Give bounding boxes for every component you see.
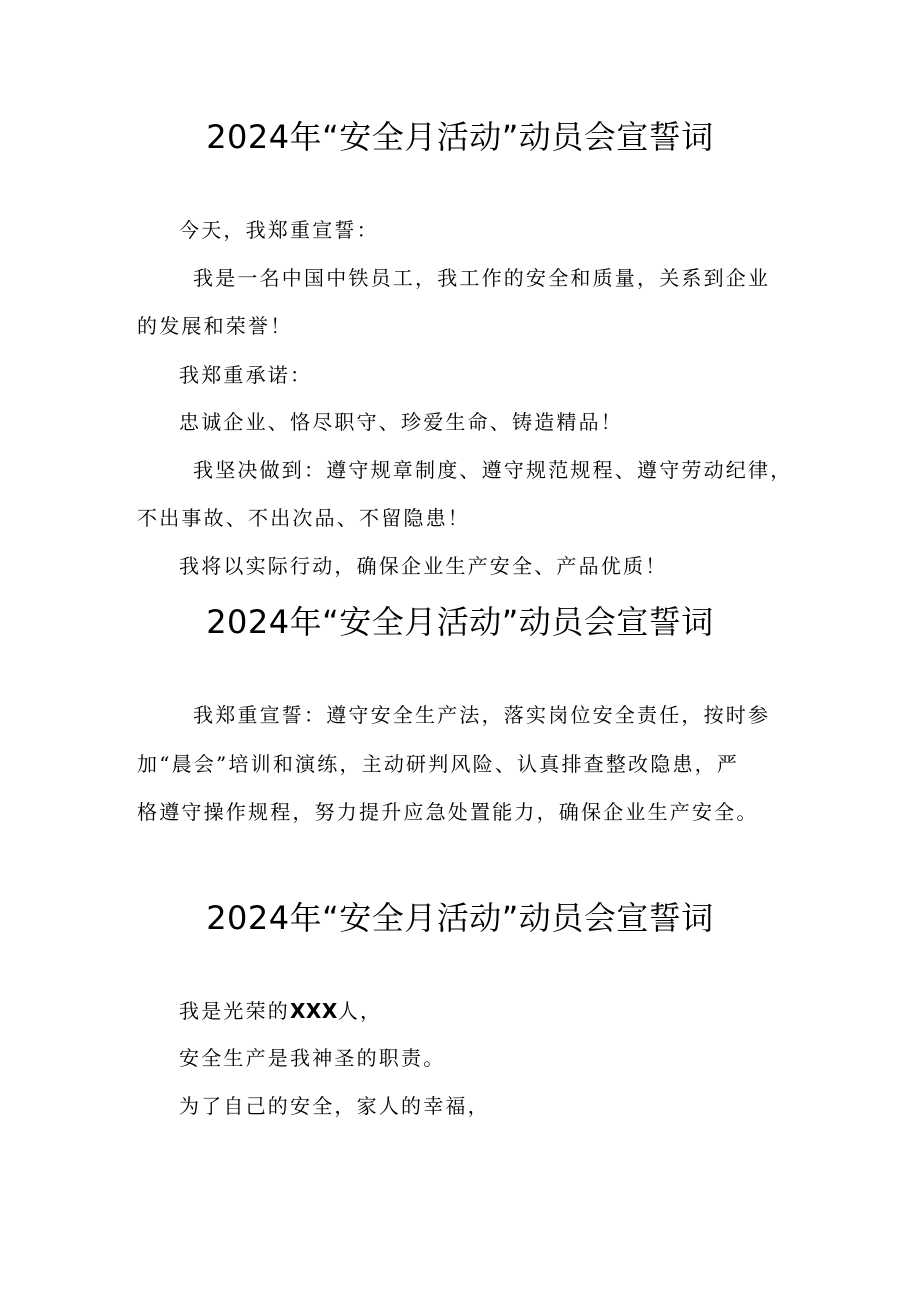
section-1-line-7: 不出事故、不出次品、不留隐患！ [137,506,470,530]
section-1-line-1: 今天，我郑重宣誓： [179,218,379,242]
section-3-title: 2024年“安全月活动”动员会宣誓词 [206,899,714,937]
section-2-line-2: 加“晨会”培训和演练，主动研判风险、认真排查整改隐患，严 [137,752,740,776]
section-2-line-1: 我郑重宣誓：遵守安全生产法，落实岗位安全责任，按时参 [193,703,771,727]
section-1-line-2: 我是一名中国中铁员工，我工作的安全和质量，关系到企业 [193,266,771,290]
section-1-title: 2024年“安全月活动”动员会宣誓词 [206,118,714,156]
section-1-line-5: 忠诚企业、恪尽职守、珍爱生命、铸造精品！ [179,410,623,434]
section-2-line-3: 格遵守操作规程，努力提升应急处置能力，确保企业生产安全。 [137,800,759,824]
section-1-line-6: 我坚决做到：遵守规章制度、遵守规范规程、遵守劳动纪律， [193,458,793,482]
line-text-end: 人， [337,999,383,1023]
section-1-line-8: 我将以实际行动，确保企业生产安全、产品优质！ [179,554,668,578]
section-1-line-3: 的发展和荣誉！ [137,314,293,338]
section-1-line-4: 我郑重承诺： [179,363,313,387]
placeholder-name: XXX [290,999,338,1023]
section-2-title: 2024年“安全月活动”动员会宣誓词 [206,603,714,641]
section-3-line-2: 安全生产是我神圣的职责。 [179,1046,446,1070]
line-text-start: 我是光荣的 [179,999,290,1023]
section-3-line-1 [179,997,382,1025]
section-3-line-3: 为了自己的安全，家人的幸福， [179,1094,490,1118]
